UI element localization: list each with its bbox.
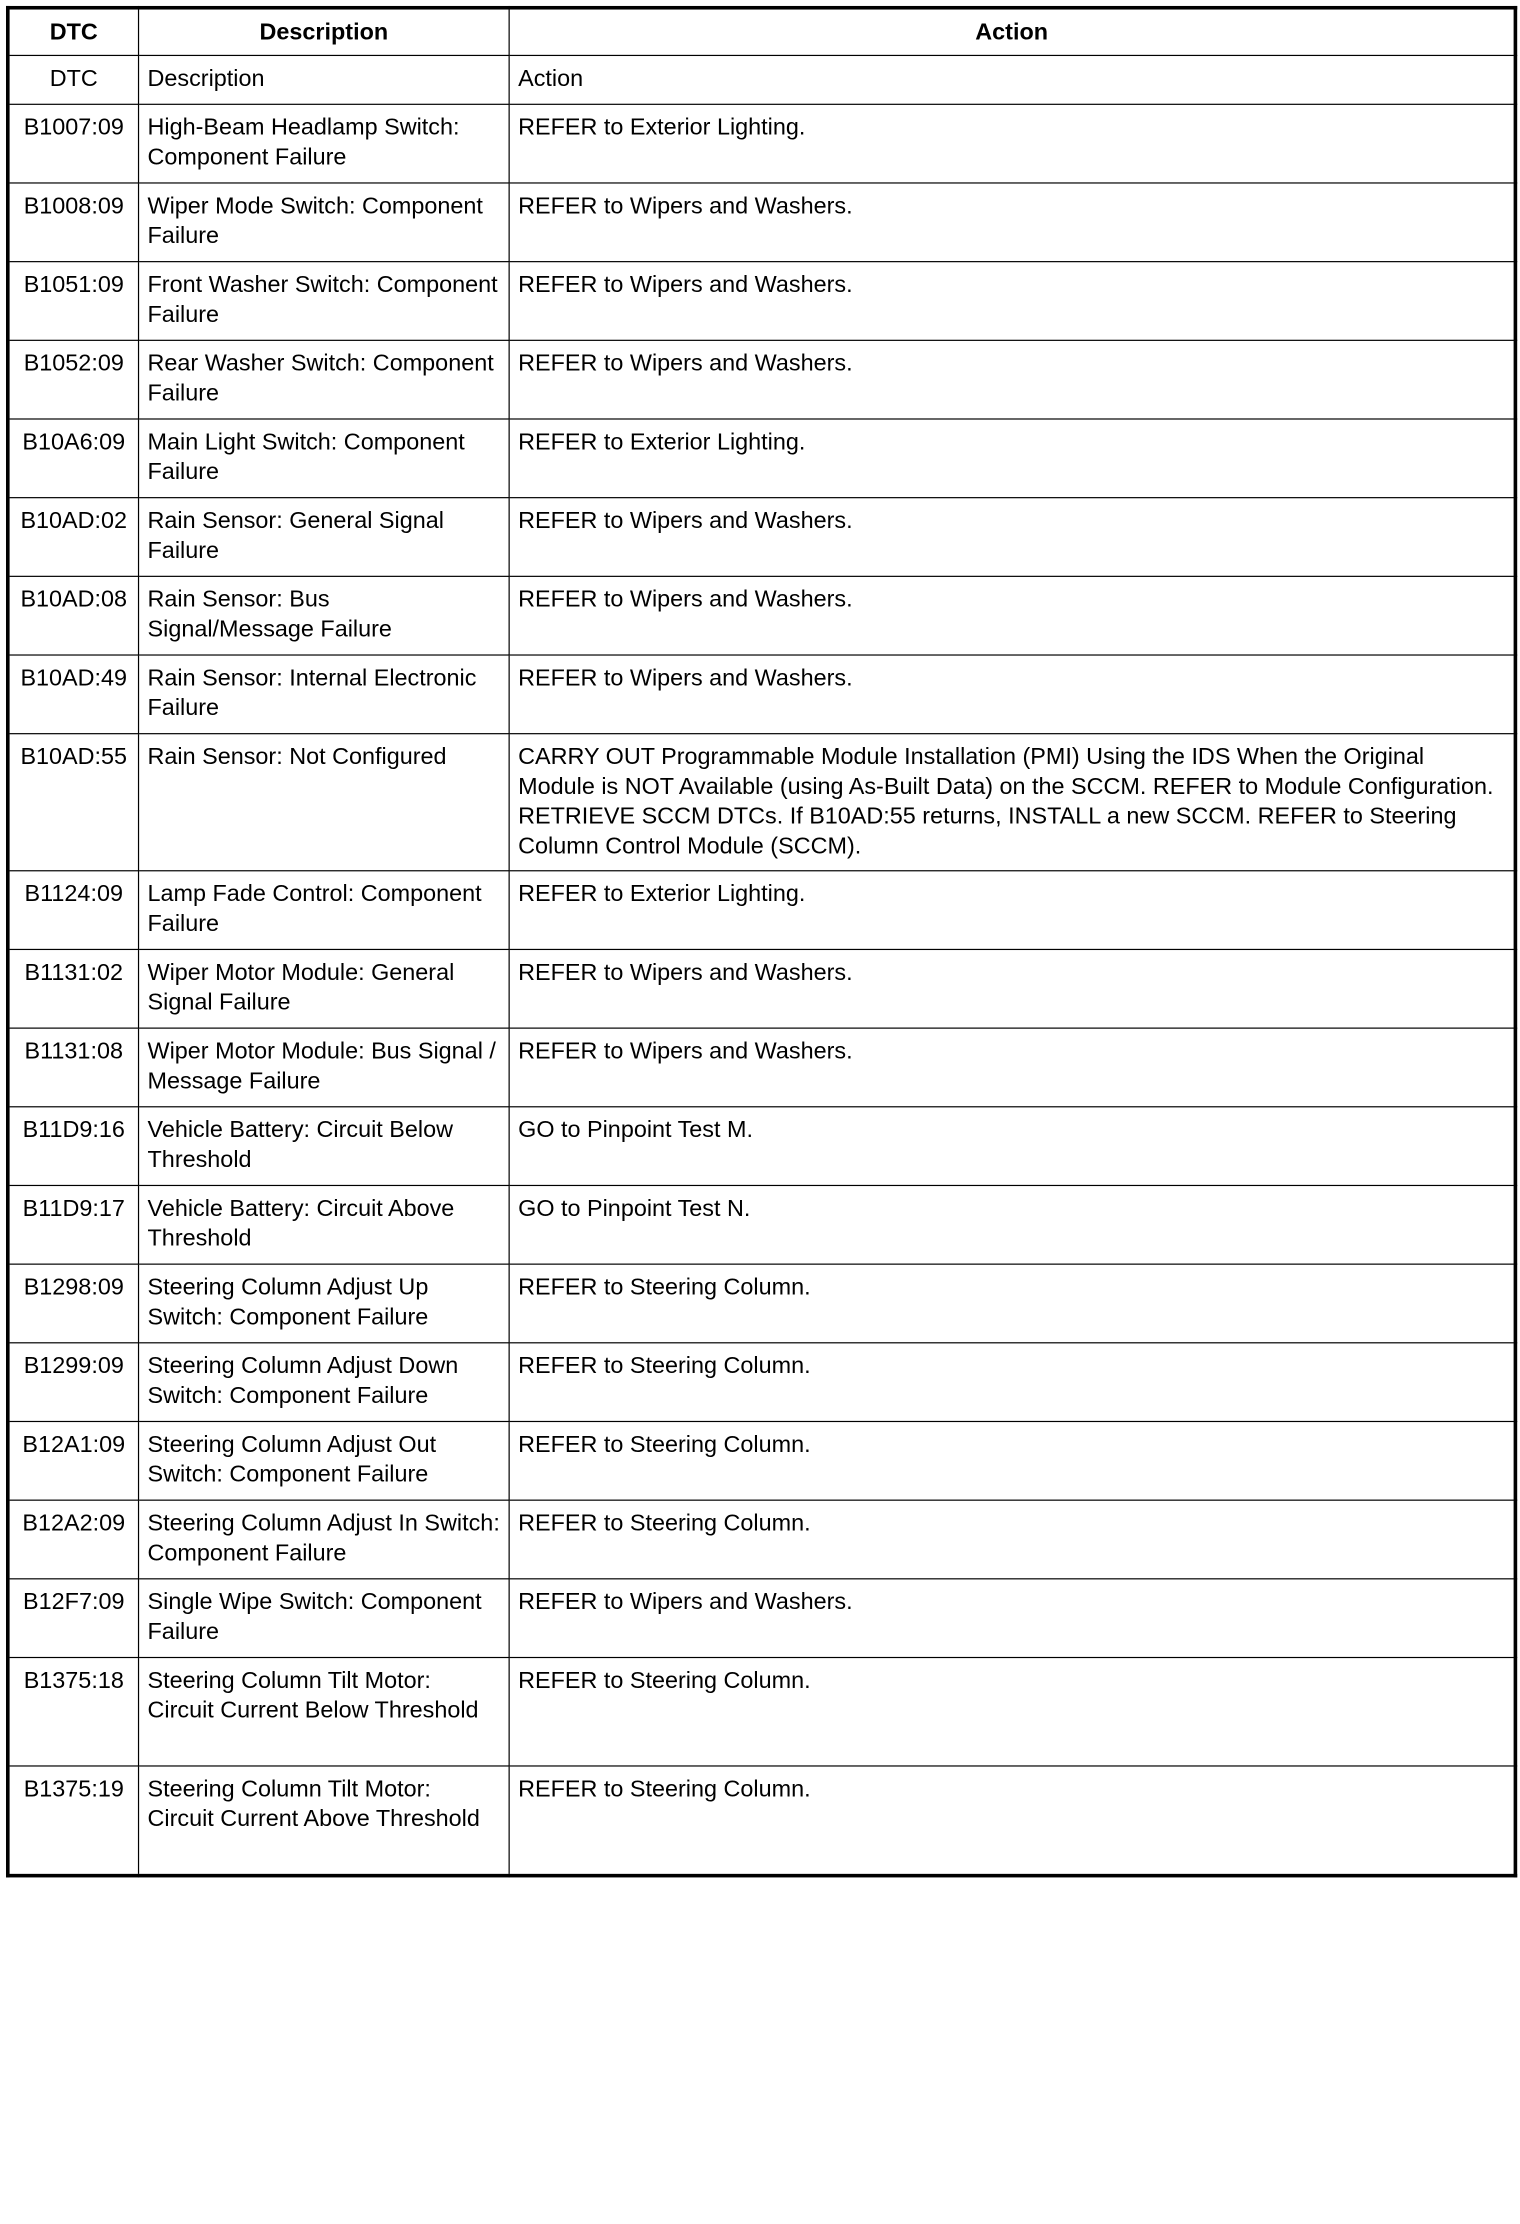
- dtc-table: [6, 6, 1517, 1877]
- header-dtc: DTC: [8, 8, 139, 56]
- description-cell: Rear Washer Switch: Component Failure: [139, 340, 510, 419]
- dtc-cell: B1124:09: [8, 871, 139, 950]
- description-cell: Single Wipe Switch: Component Failure: [139, 1579, 510, 1658]
- table-row: [8, 1107, 1516, 1186]
- action-cell: REFER to Wipers and Washers.: [509, 183, 1515, 262]
- action-cell: REFER to Steering Column.: [509, 1264, 1515, 1343]
- action-cell: REFER to Steering Column.: [509, 1658, 1515, 1766]
- dtc-cell: B12A2:09: [8, 1500, 139, 1579]
- dtc-cell: B1052:09: [8, 340, 139, 419]
- table-row: [8, 576, 1516, 655]
- action-cell: REFER to Steering Column.: [509, 1343, 1515, 1422]
- description-cell: Lamp Fade Control: Component Failure: [139, 871, 510, 950]
- description-cell: Wiper Mode Switch: Component Failure: [139, 183, 510, 262]
- dtc-cell: B1007:09: [8, 104, 139, 183]
- table-row: [8, 734, 1516, 871]
- action-cell: CARRY OUT Programmable Module Installation (PMI) Using the IDS When the Original Module is NOT Available (using As-Built Data) on the SCCM. REFER to Module Configuration. RETRIEVE SCCM DTCs. If B10AD:55 returns, INSTALL a new SCCM. REFER to Steering Column Control Module (SCCM).: [509, 734, 1515, 871]
- action-cell: REFER to Wipers and Washers.: [509, 655, 1515, 734]
- action-cell: GO to Pinpoint Test M.: [509, 1107, 1515, 1186]
- dtc-cell: B1298:09: [8, 1264, 139, 1343]
- table-row: [8, 1766, 1516, 1876]
- dtc-cell: B1131:02: [8, 949, 139, 1028]
- table-row: [8, 1264, 1516, 1343]
- dtc-cell: B10AD:08: [8, 576, 139, 655]
- description-cell: Steering Column Tilt Motor: Circuit Current Above Threshold: [139, 1766, 510, 1876]
- action-cell: REFER to Exterior Lighting.: [509, 871, 1515, 950]
- dtc-cell: DTC: [8, 55, 139, 104]
- dtc-cell: B10AD:02: [8, 498, 139, 577]
- dtc-cell: B10A6:09: [8, 419, 139, 498]
- description-cell: High-Beam Headlamp Switch: Component Failure: [139, 104, 510, 183]
- description-cell: Rain Sensor: Bus Signal/Message Failure: [139, 576, 510, 655]
- action-cell: REFER to Wipers and Washers.: [509, 340, 1515, 419]
- table-row: [8, 1343, 1516, 1422]
- dtc-cell: B1131:08: [8, 1028, 139, 1107]
- dtc-cell: B1299:09: [8, 1343, 139, 1422]
- action-cell: REFER to Wipers and Washers.: [509, 576, 1515, 655]
- description-cell: Steering Column Adjust Up Switch: Component Failure: [139, 1264, 510, 1343]
- table-row: [8, 183, 1516, 262]
- action-cell: REFER to Wipers and Washers.: [509, 1579, 1515, 1658]
- table-row: [8, 871, 1516, 950]
- description-cell: Description: [139, 55, 510, 104]
- dtc-cell: B1375:18: [8, 1658, 139, 1766]
- description-cell: Steering Column Adjust Down Switch: Component Failure: [139, 1343, 510, 1422]
- description-cell: Vehicle Battery: Circuit Below Threshold: [139, 1107, 510, 1186]
- table-row: [8, 262, 1516, 341]
- table-row: [8, 1185, 1516, 1264]
- description-cell: Rain Sensor: General Signal Failure: [139, 498, 510, 577]
- action-cell: REFER to Steering Column.: [509, 1500, 1515, 1579]
- header-action: Action: [509, 8, 1515, 56]
- table-row: [8, 1421, 1516, 1500]
- table-row: [8, 655, 1516, 734]
- dtc-cell: B1051:09: [8, 262, 139, 341]
- dtc-cell: B1375:19: [8, 1766, 139, 1876]
- description-cell: Steering Column Adjust In Switch: Component Failure: [139, 1500, 510, 1579]
- table-row: [8, 1658, 1516, 1766]
- description-cell: Rain Sensor: Not Configured: [139, 734, 510, 871]
- action-cell: GO to Pinpoint Test N.: [509, 1185, 1515, 1264]
- description-cell: Front Washer Switch: Component Failure: [139, 262, 510, 341]
- action-cell: REFER to Steering Column.: [509, 1766, 1515, 1876]
- description-cell: Vehicle Battery: Circuit Above Threshold: [139, 1185, 510, 1264]
- description-cell: Steering Column Tilt Motor: Circuit Current Below Threshold: [139, 1658, 510, 1766]
- description-cell: Main Light Switch: Component Failure: [139, 419, 510, 498]
- action-cell: REFER to Wipers and Washers.: [509, 262, 1515, 341]
- dtc-cell: B11D9:17: [8, 1185, 139, 1264]
- table-row: [8, 1028, 1516, 1107]
- table-row: [8, 340, 1516, 419]
- table-row: [8, 55, 1516, 104]
- dtc-cell: B12F7:09: [8, 1579, 139, 1658]
- description-cell: Wiper Motor Module: Bus Signal / Message Failure: [139, 1028, 510, 1107]
- action-cell: REFER to Steering Column.: [509, 1421, 1515, 1500]
- action-cell: REFER to Exterior Lighting.: [509, 419, 1515, 498]
- header-description: Description: [139, 8, 510, 56]
- action-cell: Action: [509, 55, 1515, 104]
- action-cell: REFER to Exterior Lighting.: [509, 104, 1515, 183]
- action-cell: REFER to Wipers and Washers.: [509, 1028, 1515, 1107]
- dtc-cell: B10AD:55: [8, 734, 139, 871]
- table-row: [8, 949, 1516, 1028]
- description-cell: Wiper Motor Module: General Signal Failure: [139, 949, 510, 1028]
- table-row: [8, 104, 1516, 183]
- dtc-cell: B1008:09: [8, 183, 139, 262]
- action-cell: REFER to Wipers and Washers.: [509, 949, 1515, 1028]
- table-row: [8, 1500, 1516, 1579]
- dtc-cell: B12A1:09: [8, 1421, 139, 1500]
- table-row: [8, 498, 1516, 577]
- table-header-row: [8, 8, 1516, 56]
- table-row: [8, 1579, 1516, 1658]
- action-cell: REFER to Wipers and Washers.: [509, 498, 1515, 577]
- table-row: [8, 419, 1516, 498]
- description-cell: Rain Sensor: Internal Electronic Failure: [139, 655, 510, 734]
- description-cell: Steering Column Adjust Out Switch: Component Failure: [139, 1421, 510, 1500]
- dtc-cell: B10AD:49: [8, 655, 139, 734]
- dtc-cell: B11D9:16: [8, 1107, 139, 1186]
